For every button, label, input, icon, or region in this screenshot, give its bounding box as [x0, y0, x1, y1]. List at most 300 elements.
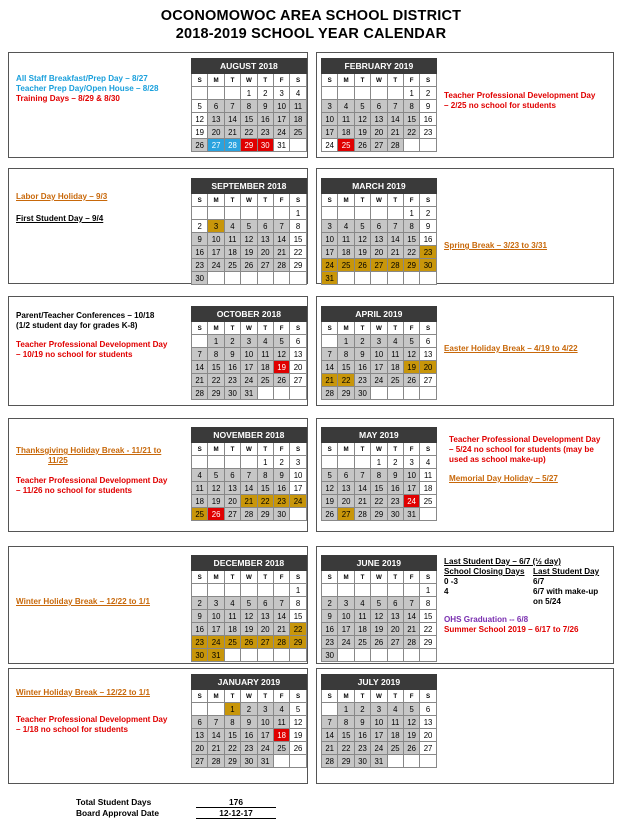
day-cell: 10	[241, 348, 257, 361]
day-cell: 19	[290, 729, 306, 742]
empty-day-cell	[354, 87, 370, 100]
day-cell: 7	[403, 597, 419, 610]
note-mar-1: Spring Break – 3/23 to 3/31	[444, 241, 548, 250]
day-cell: 10	[322, 113, 338, 126]
day-cell: 15	[208, 361, 224, 374]
empty-day-cell	[338, 649, 354, 662]
day-cell: 24	[322, 259, 338, 272]
empty-day-cell	[420, 649, 436, 662]
note-jan-2: Teacher Professional Development Day	[16, 715, 168, 724]
day-cell: 8	[403, 220, 419, 233]
weekday-header: F	[273, 322, 289, 335]
day-cell: 24	[338, 636, 354, 649]
day-cell: 31	[208, 649, 224, 662]
day-cell: 18	[420, 482, 436, 495]
calendar-june	[321, 555, 437, 662]
day-cell: 28	[354, 508, 370, 521]
weekday-header: S	[192, 74, 208, 87]
weekday-header: T	[257, 74, 273, 87]
day-cell: 6	[192, 716, 208, 729]
day-cell: 18	[387, 361, 403, 374]
empty-day-cell	[208, 87, 224, 100]
day-cell: 4	[420, 456, 436, 469]
day-cell: 13	[208, 113, 224, 126]
weekday-header: T	[387, 194, 403, 207]
note-jun-header-row	[444, 567, 614, 577]
day-cell: 16	[257, 113, 273, 126]
day-cell: 10	[371, 716, 387, 729]
day-cell: 15	[290, 233, 306, 246]
day-cell: 29	[420, 636, 436, 649]
calendar-month-header: MARCH 2019	[322, 179, 437, 194]
empty-day-cell	[273, 584, 289, 597]
note-jun-h1: School Closing Days	[444, 567, 525, 576]
day-cell: 15	[224, 729, 240, 742]
day-cell: 11	[354, 610, 370, 623]
day-cell: 17	[208, 246, 224, 259]
day-cell: 14	[387, 233, 403, 246]
note-jun-row3	[444, 597, 614, 607]
day-cell: 1	[208, 335, 224, 348]
day-cell: 13	[224, 482, 240, 495]
day-cell: 25	[387, 374, 403, 387]
day-cell: 21	[354, 495, 370, 508]
weekday-header: T	[354, 322, 370, 335]
day-cell: 13	[257, 233, 273, 246]
day-cell: 12	[273, 348, 289, 361]
day-cell: 13	[371, 233, 387, 246]
day-cell: 5	[208, 469, 224, 482]
day-cell: 9	[420, 220, 436, 233]
note-jun-row1	[444, 577, 614, 587]
empty-day-cell	[224, 272, 240, 285]
weekday-header: F	[403, 571, 419, 584]
day-cell: 3	[338, 597, 354, 610]
empty-day-cell	[403, 755, 419, 768]
day-cell: 12	[354, 113, 370, 126]
calendar-month-header: OCTOBER 2018	[192, 307, 307, 322]
day-cell: 26	[273, 374, 289, 387]
day-cell: 23	[322, 636, 338, 649]
day-cell: 14	[241, 482, 257, 495]
day-cell: 26	[290, 742, 306, 755]
day-cell: 10	[208, 610, 224, 623]
day-cell: 5	[192, 100, 208, 113]
day-cell: 11	[420, 469, 436, 482]
day-cell: 23	[192, 636, 208, 649]
day-cell: 7	[322, 348, 338, 361]
day-cell: 12	[322, 482, 338, 495]
day-cell: 20	[257, 246, 273, 259]
note-jun-r2c: on 5/24	[533, 597, 561, 606]
note-jan-1: Winter Holiday Break – 12/22 to 1/1	[16, 688, 150, 697]
day-cell: 15	[290, 610, 306, 623]
day-cell: 17	[273, 113, 289, 126]
day-cell: 30	[192, 649, 208, 662]
weekday-header: F	[403, 322, 419, 335]
empty-day-cell	[290, 272, 306, 285]
day-cell: 5	[241, 220, 257, 233]
calendar-month-header: JANUARY 2019	[192, 675, 307, 690]
day-cell: 22	[371, 495, 387, 508]
day-cell: 9	[192, 610, 208, 623]
weekday-header: S	[290, 571, 306, 584]
day-cell: 25	[192, 508, 208, 521]
day-cell: 10	[208, 233, 224, 246]
note-apr	[444, 344, 578, 354]
empty-day-cell	[257, 207, 273, 220]
empty-day-cell	[224, 584, 240, 597]
day-cell: 29	[241, 139, 257, 152]
empty-day-cell	[403, 139, 419, 152]
day-cell: 29	[290, 636, 306, 649]
weekday-header: S	[322, 571, 338, 584]
day-cell: 27	[387, 636, 403, 649]
day-cell: 14	[273, 610, 289, 623]
day-cell: 19	[403, 729, 419, 742]
day-cell: 7	[387, 220, 403, 233]
weekday-header: M	[338, 74, 354, 87]
day-cell: 10	[290, 469, 306, 482]
day-cell: 21	[241, 495, 257, 508]
day-cell: 1	[290, 584, 306, 597]
day-cell: 3	[322, 100, 338, 113]
day-cell: 19	[354, 246, 370, 259]
day-cell: 9	[387, 469, 403, 482]
weekday-header: F	[273, 443, 289, 456]
note-oct-3: Teacher Professional Development Day	[16, 340, 168, 349]
empty-day-cell	[354, 272, 370, 285]
empty-day-cell	[338, 584, 354, 597]
day-cell: 6	[208, 100, 224, 113]
day-cell: 3	[403, 456, 419, 469]
note-jan-3: – 1/18 no school for students	[16, 725, 128, 734]
day-cell: 27	[257, 636, 273, 649]
day-cell: 24	[290, 495, 306, 508]
day-cell: 1	[420, 584, 436, 597]
day-cell: 28	[208, 755, 224, 768]
day-cell: 26	[241, 636, 257, 649]
day-cell: 5	[241, 597, 257, 610]
day-cell: 17	[257, 729, 273, 742]
empty-day-cell	[224, 456, 240, 469]
day-cell: 14	[354, 482, 370, 495]
day-cell: 11	[224, 610, 240, 623]
weekday-header: W	[371, 322, 387, 335]
weekday-header: M	[338, 194, 354, 207]
note-feb-1: Teacher Professional Development Day	[444, 91, 596, 100]
day-cell: 23	[257, 126, 273, 139]
weekday-header: S	[322, 322, 338, 335]
day-cell: 8	[257, 469, 273, 482]
footer-days-value: 176	[196, 797, 276, 808]
day-cell: 25	[224, 259, 240, 272]
day-cell: 22	[290, 246, 306, 259]
day-cell: 27	[290, 374, 306, 387]
weekday-header: M	[208, 690, 224, 703]
day-cell: 22	[338, 742, 354, 755]
note-oct	[16, 311, 167, 360]
note-nov-1: Thanksgiving Holiday Break - 11/21 to	[16, 446, 162, 455]
day-cell: 28	[403, 636, 419, 649]
day-cell: 5	[273, 335, 289, 348]
empty-day-cell	[290, 387, 306, 400]
day-cell: 9	[322, 610, 338, 623]
day-cell: 18	[290, 113, 306, 126]
note-nov-3: Teacher Professional Development Day	[16, 476, 168, 485]
day-cell: 25	[257, 374, 273, 387]
day-cell: 16	[387, 482, 403, 495]
weekday-header: F	[273, 571, 289, 584]
weekday-header: T	[224, 322, 240, 335]
day-cell: 16	[322, 623, 338, 636]
weekday-header: T	[257, 443, 273, 456]
day-cell: 12	[403, 348, 419, 361]
weekday-header: M	[338, 443, 354, 456]
day-cell: 24	[208, 636, 224, 649]
empty-day-cell	[273, 649, 289, 662]
day-cell: 3	[371, 703, 387, 716]
weekday-header: S	[192, 322, 208, 335]
day-cell: 11	[290, 100, 306, 113]
empty-day-cell	[354, 456, 370, 469]
calendar-month-header: SEPTEMBER 2018	[192, 179, 307, 194]
weekday-header: S	[322, 194, 338, 207]
empty-day-cell	[208, 703, 224, 716]
day-cell: 4	[273, 703, 289, 716]
empty-day-cell	[273, 387, 289, 400]
note-nov-2: 11/25	[48, 456, 68, 465]
day-cell: 11	[338, 113, 354, 126]
empty-day-cell	[322, 207, 338, 220]
note-nov-4: – 11/26 no school for students	[16, 486, 133, 495]
day-cell: 20	[371, 246, 387, 259]
day-cell: 4	[387, 335, 403, 348]
day-cell: 1	[371, 456, 387, 469]
day-cell: 22	[403, 126, 419, 139]
day-cell: 2	[322, 597, 338, 610]
day-cell: 22	[208, 374, 224, 387]
day-cell: 18	[338, 246, 354, 259]
calendar-month-header: JULY 2019	[322, 675, 437, 690]
day-cell: 29	[338, 755, 354, 768]
day-cell: 14	[192, 361, 208, 374]
weekday-header: S	[420, 74, 436, 87]
empty-day-cell	[257, 387, 273, 400]
day-cell: 5	[354, 100, 370, 113]
day-cell: 1	[257, 456, 273, 469]
note-mar	[444, 241, 547, 251]
weekday-header: T	[354, 194, 370, 207]
day-cell: 4	[224, 220, 240, 233]
day-cell: 14	[387, 113, 403, 126]
day-cell: 31	[257, 755, 273, 768]
day-cell: 24	[322, 139, 338, 152]
empty-day-cell	[338, 272, 354, 285]
empty-day-cell	[371, 87, 387, 100]
day-cell: 1	[224, 703, 240, 716]
empty-day-cell	[338, 207, 354, 220]
day-cell: 1	[338, 703, 354, 716]
calendar-month-header: NOVEMBER 2018	[192, 428, 307, 443]
empty-day-cell	[224, 649, 240, 662]
empty-day-cell	[387, 649, 403, 662]
empty-day-cell	[224, 87, 240, 100]
day-cell: 2	[420, 207, 436, 220]
day-cell: 24	[403, 495, 419, 508]
day-cell: 26	[354, 259, 370, 272]
weekday-header: T	[224, 443, 240, 456]
empty-day-cell	[208, 272, 224, 285]
empty-day-cell	[290, 139, 306, 152]
day-cell: 14	[208, 729, 224, 742]
empty-day-cell	[387, 207, 403, 220]
day-cell: 24	[257, 742, 273, 755]
day-cell: 19	[371, 623, 387, 636]
day-cell: 5	[354, 220, 370, 233]
empty-day-cell	[322, 87, 338, 100]
empty-day-cell	[208, 456, 224, 469]
day-cell: 8	[224, 716, 240, 729]
day-cell: 13	[257, 610, 273, 623]
note-sep-1: Labor Day Holiday – 9/3	[16, 192, 108, 201]
weekday-header: W	[241, 690, 257, 703]
weekday-header: S	[420, 194, 436, 207]
day-cell: 27	[257, 259, 273, 272]
day-cell: 29	[224, 755, 240, 768]
weekday-header: F	[273, 194, 289, 207]
day-cell: 28	[322, 755, 338, 768]
day-cell: 12	[241, 233, 257, 246]
weekday-header: T	[387, 571, 403, 584]
empty-day-cell	[257, 649, 273, 662]
day-cell: 25	[338, 259, 354, 272]
empty-day-cell	[322, 456, 338, 469]
weekday-header: S	[290, 443, 306, 456]
day-cell: 3	[241, 335, 257, 348]
empty-day-cell	[371, 649, 387, 662]
day-cell: 5	[403, 703, 419, 716]
note-aug-1: All Staff Breakfast/Prep Day – 8/27	[16, 74, 148, 83]
empty-day-cell	[290, 755, 306, 768]
day-cell: 4	[257, 335, 273, 348]
day-cell: 12	[241, 610, 257, 623]
day-cell: 7	[192, 348, 208, 361]
weekday-header: T	[257, 690, 273, 703]
day-cell: 1	[338, 335, 354, 348]
weekday-header: F	[273, 690, 289, 703]
day-cell: 9	[354, 348, 370, 361]
empty-day-cell	[322, 584, 338, 597]
empty-day-cell	[241, 649, 257, 662]
day-cell: 26	[208, 508, 224, 521]
empty-day-cell	[371, 387, 387, 400]
day-cell: 29	[403, 259, 419, 272]
weekday-header: F	[403, 74, 419, 87]
day-cell: 13	[420, 348, 436, 361]
weekday-header: T	[224, 690, 240, 703]
weekday-header: T	[257, 194, 273, 207]
day-cell: 27	[371, 139, 387, 152]
day-cell: 30	[322, 649, 338, 662]
day-cell: 31	[241, 387, 257, 400]
day-cell: 2	[257, 87, 273, 100]
day-cell: 20	[420, 361, 436, 374]
day-cell: 4	[338, 100, 354, 113]
calendar-month-header: JUNE 2019	[322, 556, 437, 571]
day-cell: 21	[273, 246, 289, 259]
day-cell: 18	[354, 623, 370, 636]
empty-day-cell	[192, 335, 208, 348]
day-cell: 10	[257, 716, 273, 729]
day-cell: 10	[338, 610, 354, 623]
day-cell: 27	[338, 508, 354, 521]
day-cell: 26	[241, 259, 257, 272]
day-cell: 28	[241, 508, 257, 521]
day-cell: 16	[354, 361, 370, 374]
day-cell: 7	[208, 716, 224, 729]
weekday-header: T	[257, 322, 273, 335]
empty-day-cell	[208, 584, 224, 597]
day-cell: 6	[257, 597, 273, 610]
empty-day-cell	[371, 584, 387, 597]
day-cell: 31	[322, 272, 338, 285]
day-cell: 20	[371, 126, 387, 139]
note-may-1: Teacher Professional Development Day	[449, 435, 601, 444]
weekday-header: S	[192, 443, 208, 456]
empty-day-cell	[387, 584, 403, 597]
day-cell: 12	[208, 482, 224, 495]
day-cell: 25	[387, 742, 403, 755]
calendar-may	[321, 427, 437, 521]
note-may-3: used as school make-up)	[449, 455, 546, 464]
day-cell: 26	[322, 508, 338, 521]
day-cell: 16	[192, 623, 208, 636]
day-cell: 25	[290, 126, 306, 139]
day-cell: 12	[371, 610, 387, 623]
empty-day-cell	[192, 207, 208, 220]
note-dec	[16, 597, 150, 607]
day-cell: 23	[420, 126, 436, 139]
empty-day-cell	[208, 207, 224, 220]
weekday-header: M	[338, 690, 354, 703]
day-cell: 6	[420, 703, 436, 716]
weekday-header: T	[354, 74, 370, 87]
empty-day-cell	[403, 387, 419, 400]
day-cell: 26	[371, 636, 387, 649]
day-cell: 21	[322, 742, 338, 755]
day-cell: 6	[371, 100, 387, 113]
day-cell: 11	[257, 348, 273, 361]
weekday-header: T	[387, 443, 403, 456]
day-cell: 13	[290, 348, 306, 361]
day-cell: 30	[420, 259, 436, 272]
empty-day-cell	[403, 272, 419, 285]
day-cell: 24	[371, 742, 387, 755]
day-cell: 11	[387, 716, 403, 729]
day-cell: 18	[192, 495, 208, 508]
weekday-header: M	[338, 571, 354, 584]
day-cell: 8	[290, 597, 306, 610]
weekday-header: M	[208, 443, 224, 456]
calendar-december	[191, 555, 307, 662]
empty-day-cell	[420, 272, 436, 285]
day-cell: 2	[354, 703, 370, 716]
note-dec-1: Winter Holiday Break – 12/22 to 1/1	[16, 597, 150, 606]
empty-day-cell	[192, 456, 208, 469]
day-cell: 4	[354, 597, 370, 610]
weekday-header: W	[241, 322, 257, 335]
